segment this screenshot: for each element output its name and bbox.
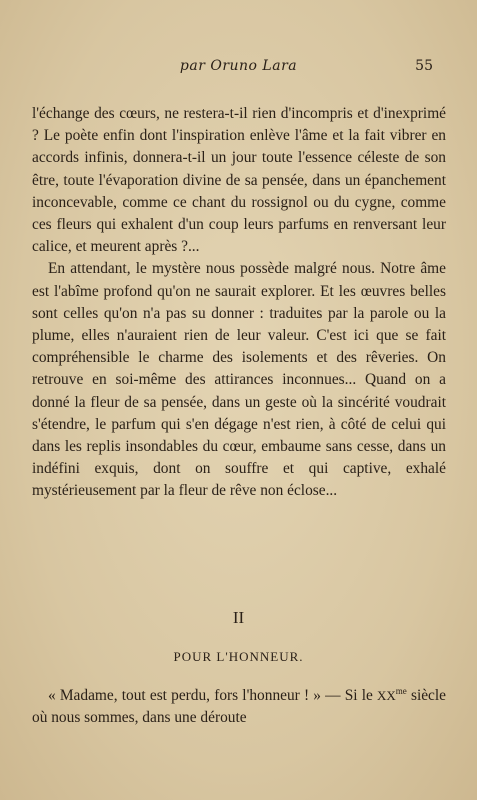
running-title: par Oruno Lara — [179, 58, 298, 74]
section-paragraph — [32, 680, 446, 730]
century-numeral: XX — [377, 688, 396, 704]
section-text-end: siècle où nous sommes, dans une déroute — [32, 687, 446, 727]
paragraph: l'échange des cœurs, ne restera-t-il rien d'incompris et d'inexprimé ? Le poète enfin dont l'inspiration enlève l'âme et la fait vibrer en accords infinis, donnera-t-il un jour toute l'essence céleste de son être, toute l'évaporation divine de sa pensée, dans un épanchement inconcevable, comme ce chant du rossignol ou du cygne, comme ces fleurs qui exhalent d'un coup leurs parfums en renversant leur calice, et meurent après ?... — [32, 105, 446, 256]
section-number: II — [232, 608, 245, 627]
century-superscript: me — [395, 686, 407, 696]
page-number: 55 — [415, 58, 433, 74]
running-head — [0, 58, 477, 78]
body-text — [32, 103, 446, 503]
section-title: POUR L'HONNEUR. — [173, 649, 304, 664]
paragraph: En attendant, le mystère nous possède malgré nous. Notre âme est l'abîme profond qu'on ne saurait explorer. Et les œuvres belles sont celles qu'on n'a pas su donner : traduites par la parole ou la plume, elles n'auraient rien de leur valeur. C'est ici que se fait compréhensible le charme des isolements et des rêveries. On retrouve en soi-même des attirances inconnues... Quand on a donné la fleur de sa pensée, dans un geste où la sincérité voudrait s'étendre, le parfum qui s'en dégage n'est rien, à côté de celui qui dans les replis insondables du cœur, embaume sans cesse, dans un indéfini exquis, dont on souffre et qui captive, exhalé mystérieusement par la fleur de rêve non éclose... — [32, 260, 446, 500]
section-text-start: « Madame, tout est perdu, fors l'honneur ! » — Si le — [48, 687, 377, 705]
